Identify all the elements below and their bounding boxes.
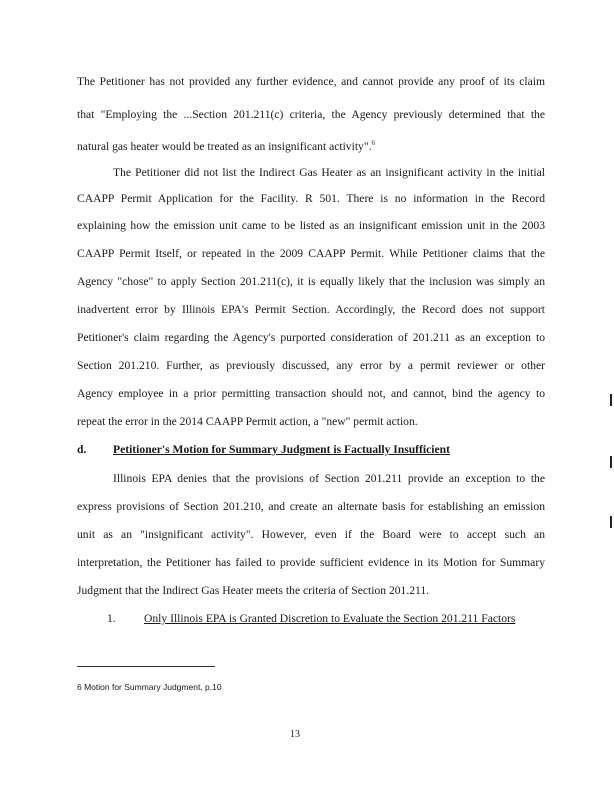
body-line: The Petitioner has not provided any further evidence, and cannot provide any proof of its claim	[77, 75, 545, 88]
body-line: inadvertent error by Illinois EPA's Permit Section. Accordingly, the Record does not support	[77, 303, 545, 316]
body-line: CAAPP Permit Application for the Facility. R 501. There is no information in the Record	[77, 192, 545, 205]
body-line: The Petitioner did not list the Indirect Gas Heater as an insignificant activity in the initial	[113, 166, 545, 179]
footnote-rule	[77, 666, 215, 667]
scan-mark	[610, 456, 612, 468]
page-number: 13	[290, 729, 300, 740]
body-line: repeat the error in the 2014 CAAPP Permit action, a "new" permit action.	[77, 415, 418, 428]
body-line: Petitioner's claim regarding the Agency's purported consideration of 201.211 as an exception to	[77, 331, 545, 344]
section-heading	[77, 443, 545, 457]
body-line: explaining how the emission unit came to be listed as an insignificant emission unit in the 2003	[77, 219, 545, 232]
body-line: Judgment that the Indirect Gas Heater meets the criteria of Section 201.211.	[77, 584, 430, 597]
body-line: Agency employee in a prior permitting transaction should not, and cannot, bind the agency to	[77, 387, 545, 400]
scan-mark	[610, 394, 612, 406]
body-line: that "Employing the ...Section 201.211(c) criteria, the Agency previously determined that the	[77, 108, 545, 121]
section-letter: d.	[77, 443, 87, 456]
footnote-ref: 6	[371, 139, 375, 147]
section-title: Petitioner's Motion for Summary Judgment is Factually Insufficient	[113, 443, 450, 456]
body-line: Illinois EPA denies that the provisions of Section 201.211 provide an exception to the	[113, 472, 545, 485]
body-line: interpretation, the Petitioner has failed to provide sufficient evidence in its Motion for Summary	[77, 556, 545, 569]
subsection-number: 1.	[107, 612, 116, 625]
footnote: 6 Motion for Summary Judgment, p.10	[77, 682, 222, 692]
scan-mark	[610, 516, 612, 528]
body-line: natural gas heater would be treated as an insignificant activity".$^6$	[77, 139, 375, 153]
body-line: unit as an "insignificant activity". However, even if the Board were to accept such an	[77, 528, 545, 541]
body-line: Agency "chose" to apply Section 201.211(c), it is equally likely that the inclusion was simply an	[77, 275, 545, 288]
body-line: CAAPP Permit Itself, or repeated in the 2009 CAAPP Permit. While Petitioner claims that the	[77, 247, 545, 260]
subsection-heading	[107, 612, 545, 626]
subsection-title: Only Illinois EPA is Granted Discretion to Evaluate the Section 201.211 Factors	[144, 612, 516, 625]
body-line: Section 201.210. Further, as previously discussed, any error by a permit reviewer or other	[77, 359, 545, 372]
body-line: express provisions of Section 201.210, and create an alternate basis for establishing an emission	[77, 500, 545, 513]
